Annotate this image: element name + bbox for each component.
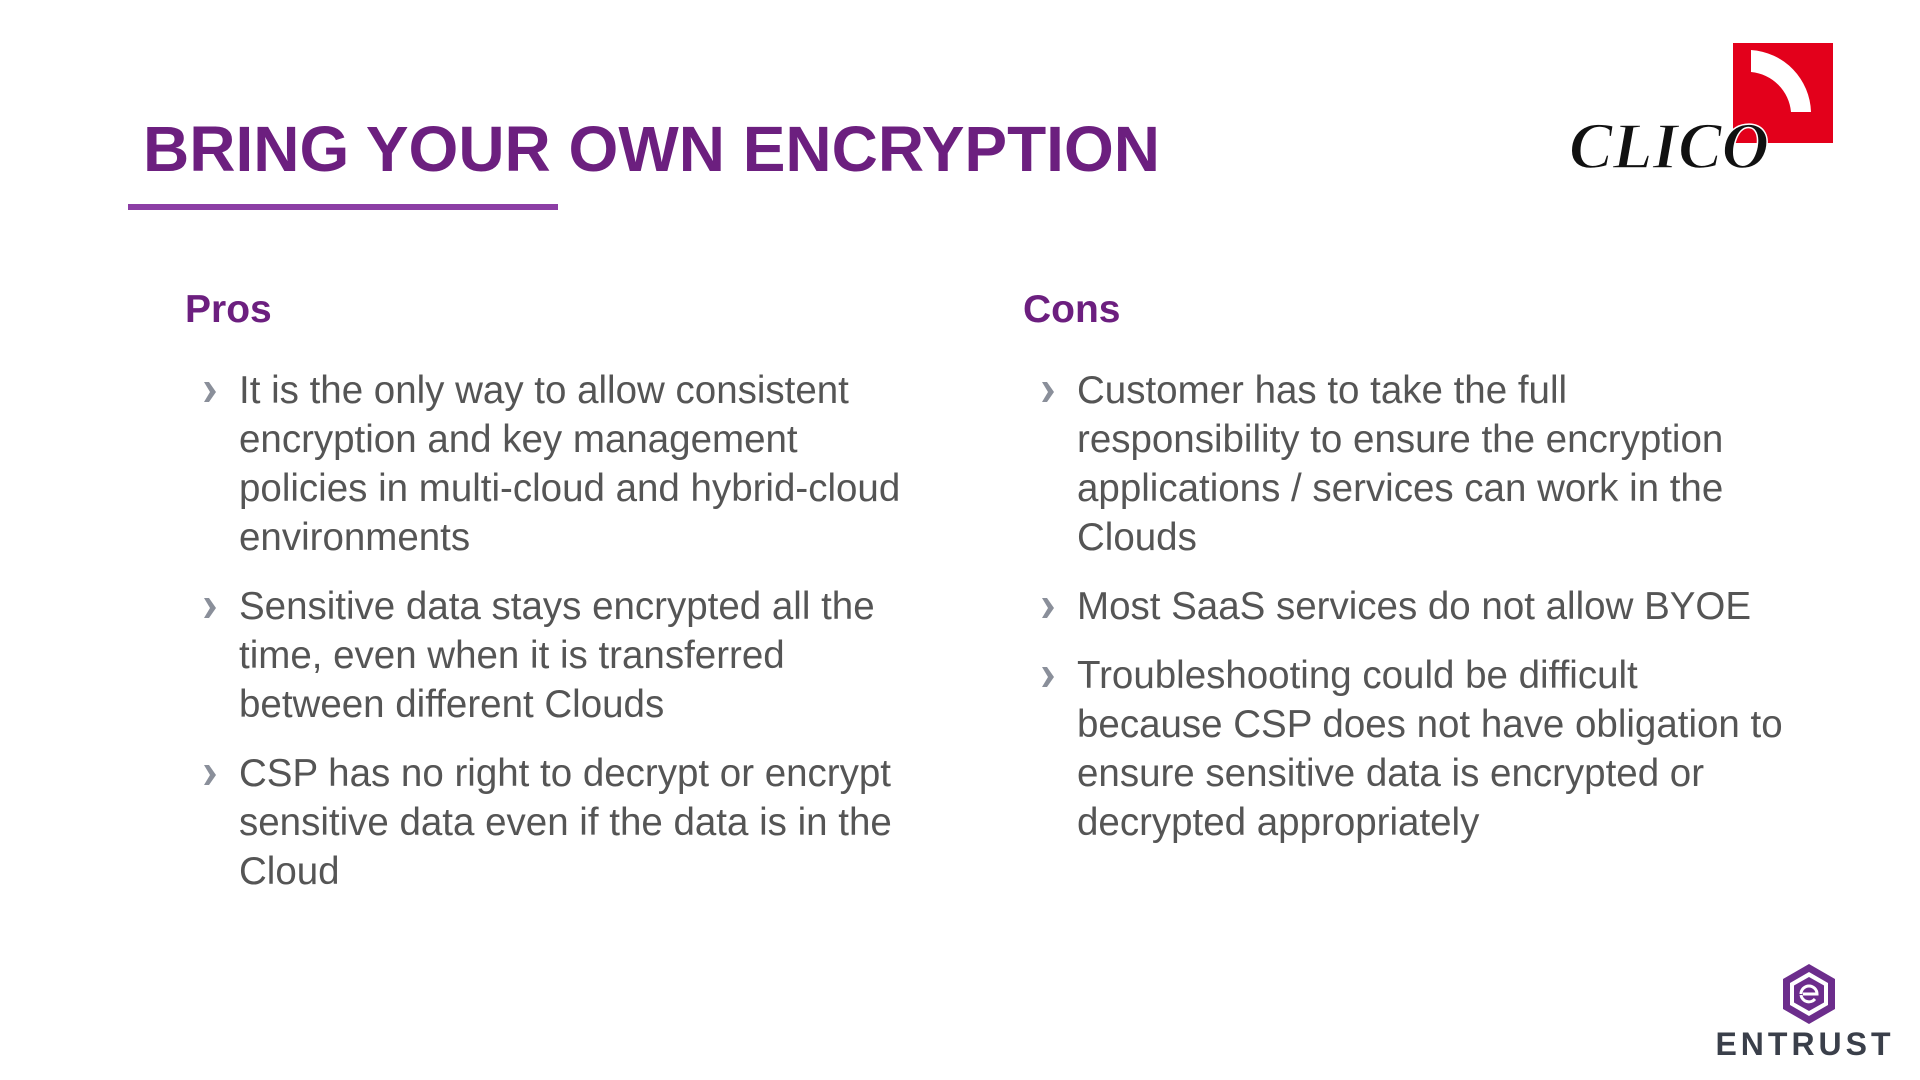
pros-item-text: Sensitive data stays encrypted all the time, even when it is transferred between different Clouds: [239, 585, 875, 726]
cons-list-item: [1023, 366, 1783, 562]
chevron-right-icon: [1040, 596, 1056, 620]
slide-title: BRING YOUR OWN ENCRYPTION: [143, 113, 1160, 185]
cons-list: [1023, 366, 1783, 847]
pros-list-item: [185, 366, 905, 562]
entrust-logo: [1700, 962, 1910, 1062]
pros-list-item: [185, 582, 905, 729]
pros-list-item: [185, 749, 905, 896]
cons-item-text: Customer has to take the full responsibility to ensure the encryption applications / services can work in the Clouds: [1077, 369, 1724, 559]
chevron-right-icon: [202, 596, 218, 620]
pros-list: [185, 366, 905, 896]
cons-heading: Cons: [1023, 288, 1121, 331]
cons-list-item: [1023, 582, 1783, 631]
chevron-right-icon: [202, 380, 218, 404]
pros-column: [185, 282, 905, 916]
clico-logo: [1565, 38, 1845, 178]
pros-item-text: It is the only way to allow consistent encryption and key management policies in multi-cloud and hybrid-cloud environments: [239, 369, 901, 559]
clico-wordmark: CLICO: [1569, 110, 1769, 178]
pros-heading: Pros: [185, 288, 272, 331]
chevron-right-icon: [1040, 665, 1056, 689]
entrust-hexagon-icon: [1779, 962, 1839, 1026]
cons-list-item: [1023, 651, 1783, 847]
entrust-wordmark: ENTRUST: [1715, 1026, 1895, 1062]
chevron-right-icon: [202, 763, 218, 787]
title-underline: [128, 204, 558, 210]
chevron-right-icon: [1040, 380, 1056, 404]
cons-item-text: Most SaaS services do not allow BYOE: [1077, 585, 1752, 628]
pros-item-text: CSP has no right to decrypt or encrypt sensitive data even if the data is in the Cloud: [239, 752, 892, 893]
cons-column: [1023, 282, 1783, 867]
cons-item-text: Troubleshooting could be difficult because CSP does not have obligation to ensure sensitive data is encrypted or decrypted appropriately: [1077, 654, 1783, 844]
